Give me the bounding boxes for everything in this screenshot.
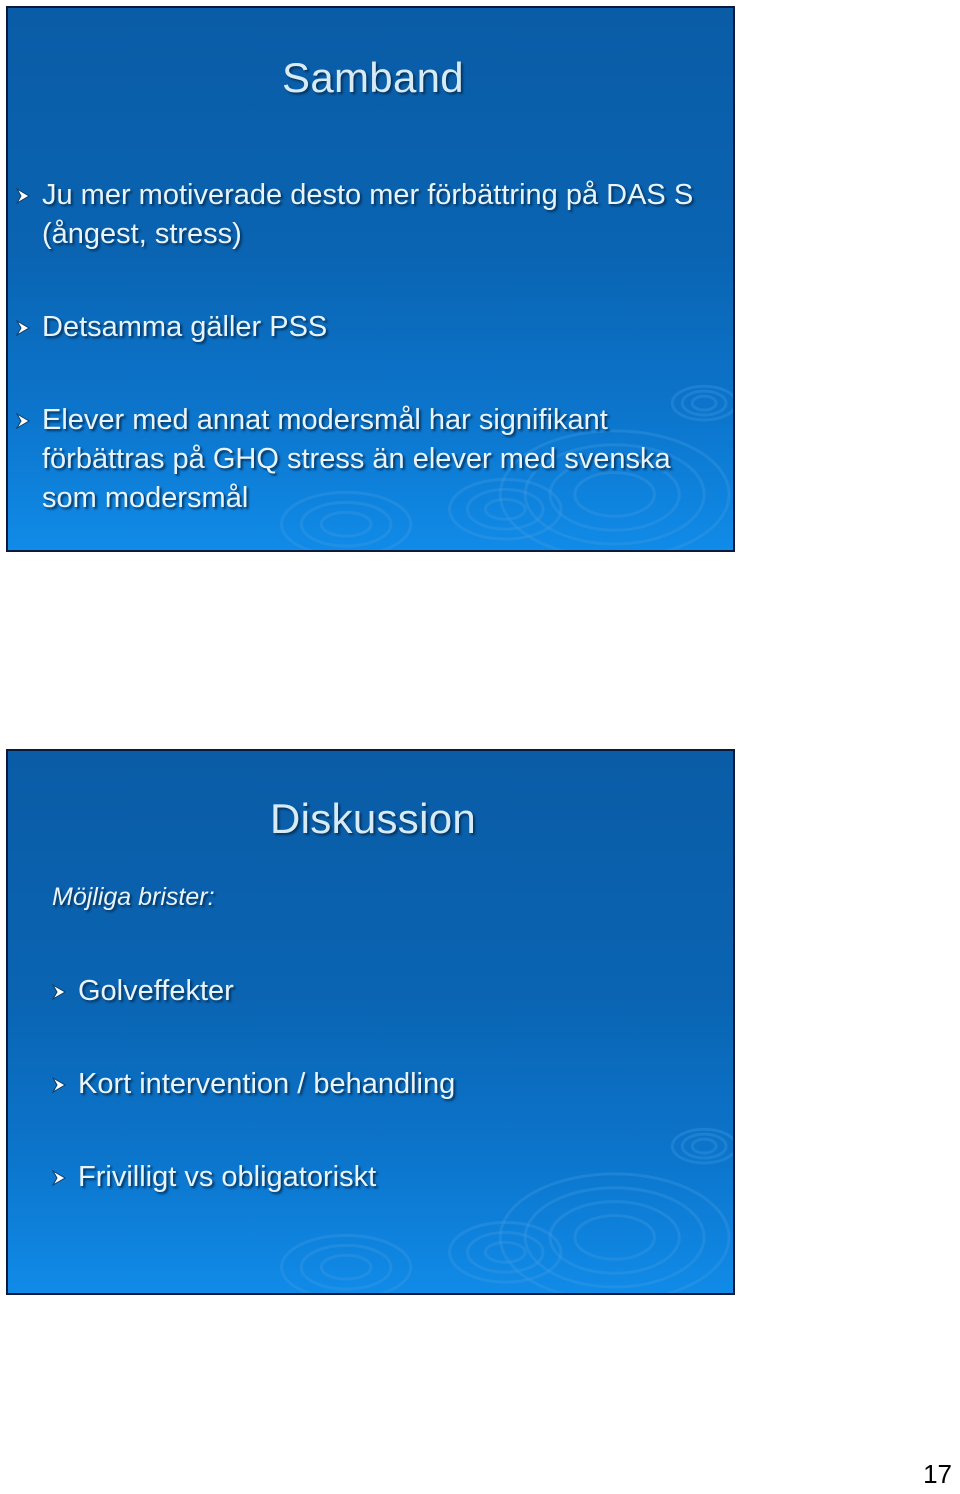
bullet-list: [78, 972, 718, 1251]
list-item: [78, 1065, 718, 1104]
arrow-bullet-icon: [16, 320, 30, 336]
arrow-bullet-icon: [52, 1170, 66, 1186]
slide-title: Diskussion: [269, 795, 477, 842]
list-item: [78, 1158, 718, 1197]
slide-samband: [6, 6, 735, 552]
page-number: 17: [923, 1459, 952, 1489]
bullet-text: Frivilligt vs obligatoriskt: [78, 1161, 377, 1193]
list-item: [42, 176, 702, 254]
arrow-bullet-icon: [52, 1077, 66, 1093]
arrow-bullet-icon: [16, 413, 30, 429]
list-item: [42, 401, 702, 518]
arrow-bullet-icon: [16, 188, 30, 204]
list-item: [42, 308, 702, 347]
slide-diskussion: [6, 749, 735, 1295]
bullet-text: Ju mer motiverade desto mer förbättring på DAS S (ångest, stress): [42, 179, 694, 250]
arrow-bullet-icon: [52, 984, 66, 1000]
bullet-text: Elever med annat modersmål har signifikant förbättras på GHQ stress än elever med svenska som modersmål: [42, 404, 671, 514]
slide-title: Samband: [282, 54, 464, 101]
list-item: [78, 972, 718, 1011]
bullet-text: Golveffekter: [78, 975, 234, 1007]
slide-subtitle: Möjliga brister:: [52, 883, 215, 911]
bullet-list: [42, 176, 702, 518]
bullet-text: Kort intervention / behandling: [78, 1068, 456, 1100]
bullet-text: Detsamma gäller PSS: [42, 311, 328, 343]
